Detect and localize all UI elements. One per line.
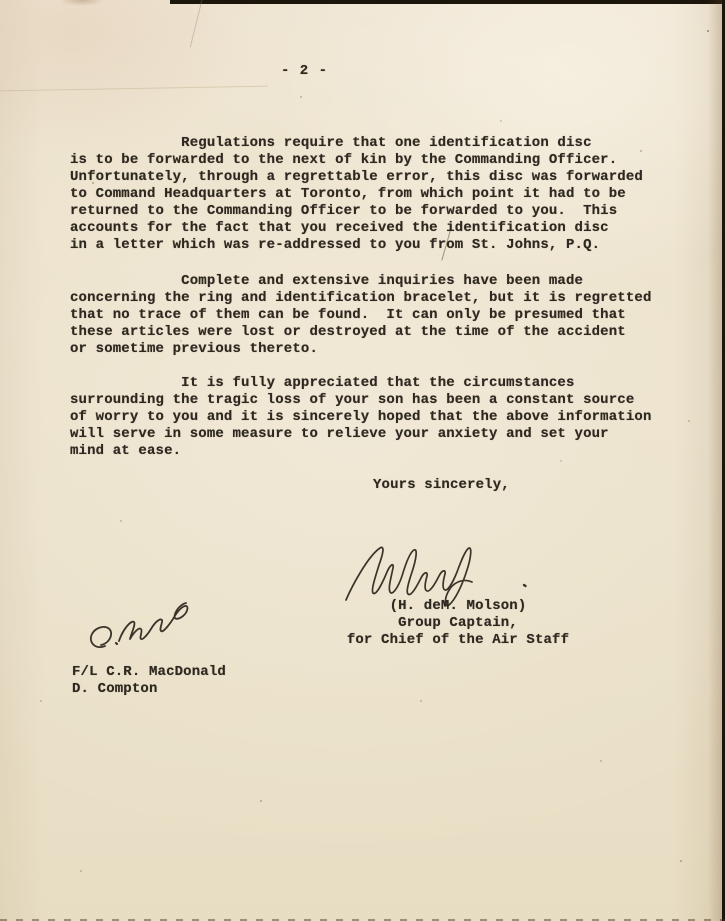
text-line: of worry to you and it is sincerely hoped that the above information xyxy=(70,409,652,425)
text-line: concerning the ring and identification bracelet, but it is regretted xyxy=(70,290,652,306)
signer-rank: Group Captain, xyxy=(398,615,518,631)
paragraph-3 xyxy=(70,375,670,460)
macdonald-initials-icon xyxy=(83,594,187,656)
text-line: Regulations require that one identification disc xyxy=(70,135,592,151)
text-line: to Command Headquarters at Toronto, from which point it had to be xyxy=(70,186,626,202)
paper-edge-shadow xyxy=(708,0,722,921)
text-line: surrounding the tragic loss of your son has been a constant source xyxy=(70,392,635,408)
page-number: - 2 - xyxy=(281,63,329,79)
text-line: Complete and extensive inquiries have been made xyxy=(70,273,584,289)
signer-on-behalf-of: for Chief of the Air Staff xyxy=(346,632,570,648)
reference-officer: F/L C.R. MacDonald xyxy=(72,664,226,680)
text-line: that no trace of them can be found. It can only be presumed that xyxy=(70,307,626,323)
paragraph-1 xyxy=(70,135,670,254)
paper-crease xyxy=(0,86,268,92)
text-line: Unfortunately, through a regrettable error, this disc was forwarded xyxy=(70,169,643,185)
text-line: mind at ease. xyxy=(70,443,182,459)
text-line: It is fully appreciated that the circumstances xyxy=(70,375,575,391)
paper-specks xyxy=(0,0,2,2)
text-line: or sometime previous thereto. xyxy=(70,341,318,357)
scan-edge-top xyxy=(170,0,725,4)
paper-crease xyxy=(190,0,204,47)
text-line: accounts for the fact that you received the identification disc xyxy=(70,220,609,236)
closing-salutation: Yours sincerely, xyxy=(373,477,510,493)
reference-typist: D. Compton xyxy=(72,681,158,697)
paper-tear xyxy=(52,0,112,10)
text-line: these articles were lost or destroyed at the time of the accident xyxy=(70,324,626,340)
paragraph-2 xyxy=(70,273,670,358)
signer-name: (H. deM. Molson) xyxy=(389,598,527,614)
text-line: will serve in some measure to relieve your anxiety and set your xyxy=(70,426,609,442)
text-line: returned to the Commanding Officer to be forwarded to you. This xyxy=(70,203,618,219)
text-line: is to be forwarded to the next of kin by the Commanding Officer. xyxy=(70,152,618,168)
text-line: in a letter which was re-addressed to you from St. Johns, P.Q. xyxy=(70,237,601,253)
